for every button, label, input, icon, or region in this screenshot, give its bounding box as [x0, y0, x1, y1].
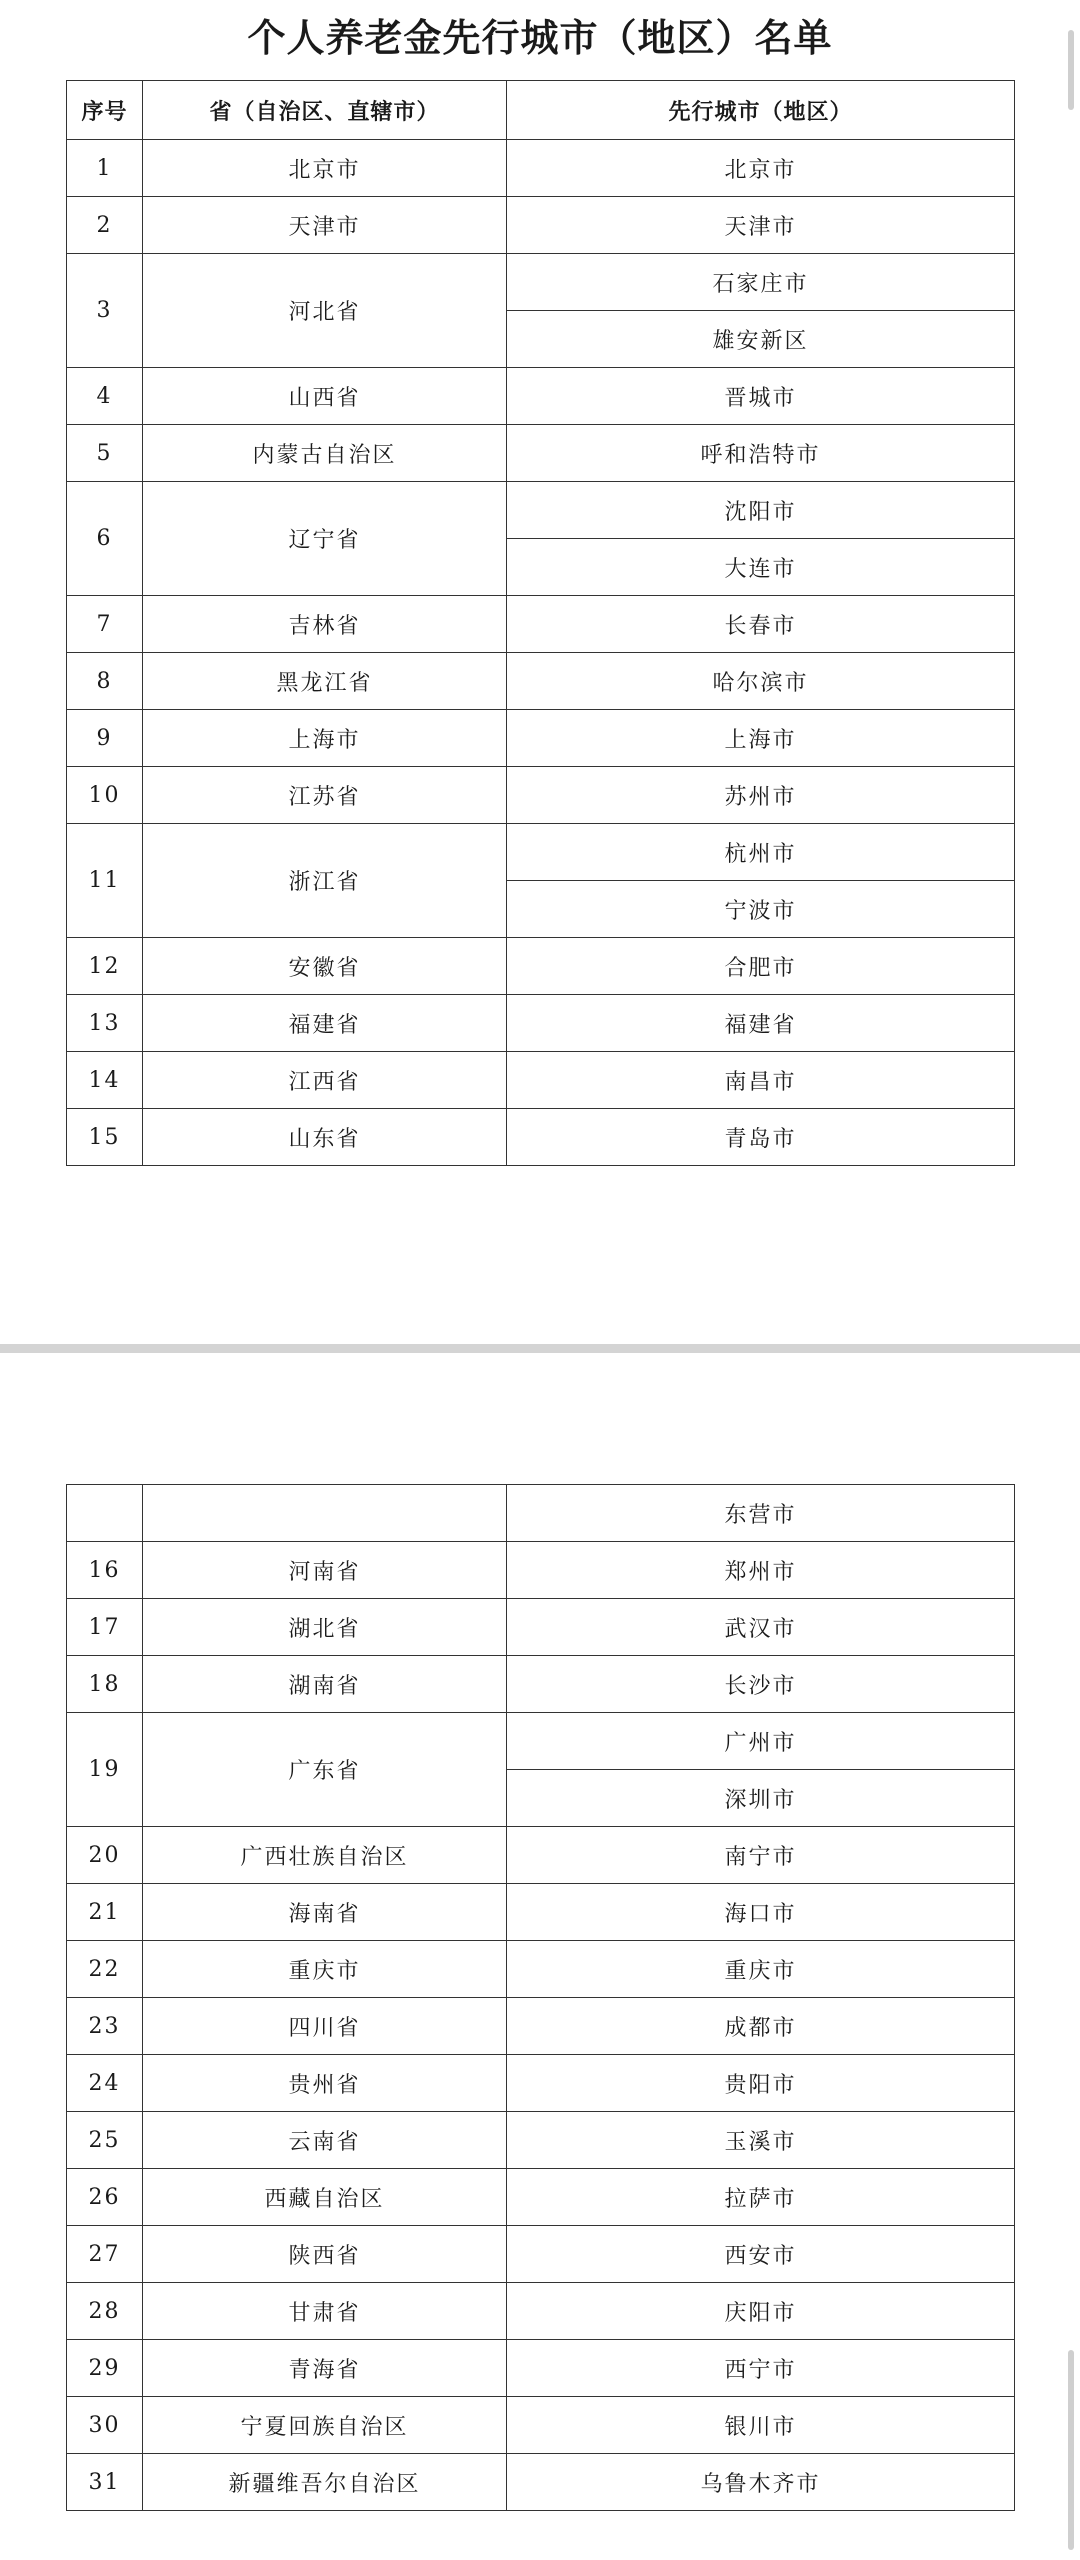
province-cell: 青海省: [143, 2340, 507, 2397]
city-table-page-1: [66, 80, 1015, 1166]
city-cell: 成都市: [507, 1998, 1015, 2055]
province-cell: 甘肃省: [143, 2283, 507, 2340]
province-cell: 广西壮族自治区: [143, 1827, 507, 1884]
table-row: [67, 1485, 1015, 1542]
city-cell: 西宁市: [507, 2340, 1015, 2397]
city-cell: 贵阳市: [507, 2055, 1015, 2112]
row-number: 8: [67, 653, 143, 710]
row-number: 9: [67, 710, 143, 767]
page-separator: [0, 1344, 1080, 1353]
city-cell: 沈阳市: [507, 482, 1015, 539]
city-cell: 福建省: [507, 995, 1015, 1052]
province-cell: 吉林省: [143, 596, 507, 653]
city-cell: 南昌市: [507, 1052, 1015, 1109]
table-row: [67, 1713, 1015, 1770]
row-number: 21: [67, 1884, 143, 1941]
row-number: 3: [67, 254, 143, 368]
table-row: [67, 2226, 1015, 2283]
city-cell: 北京市: [507, 140, 1015, 197]
row-number: 30: [67, 2397, 143, 2454]
row-number: 15: [67, 1109, 143, 1166]
province-cell: 河北省: [143, 254, 507, 368]
city-cell: 重庆市: [507, 1941, 1015, 1998]
row-number: 16: [67, 1542, 143, 1599]
row-number: 10: [67, 767, 143, 824]
city-cell: 大连市: [507, 539, 1015, 596]
city-cell: 长春市: [507, 596, 1015, 653]
row-number: 20: [67, 1827, 143, 1884]
table-row: [67, 1827, 1015, 1884]
province-cell: [143, 1485, 507, 1542]
province-cell: 山东省: [143, 1109, 507, 1166]
province-cell: 黑龙江省: [143, 653, 507, 710]
city-cell: 银川市: [507, 2397, 1015, 2454]
row-number: 31: [67, 2454, 143, 2511]
city-cell: 呼和浩特市: [507, 425, 1015, 482]
city-table-page-2: [66, 1484, 1015, 2511]
table-row: [67, 1542, 1015, 1599]
province-cell: 内蒙古自治区: [143, 425, 507, 482]
table-row: [67, 653, 1015, 710]
province-cell: 广东省: [143, 1713, 507, 1827]
province-cell: 江苏省: [143, 767, 507, 824]
province-cell: 云南省: [143, 2112, 507, 2169]
table-row: [67, 596, 1015, 653]
header-province: 省（自治区、直辖市）: [143, 81, 507, 140]
city-cell: 青岛市: [507, 1109, 1015, 1166]
table-body-page-2: [67, 1485, 1015, 2511]
city-cell: 杭州市: [507, 824, 1015, 881]
province-cell: 上海市: [143, 710, 507, 767]
province-cell: 福建省: [143, 995, 507, 1052]
table-row: [67, 1941, 1015, 1998]
row-number: 13: [67, 995, 143, 1052]
row-number: 29: [67, 2340, 143, 2397]
city-cell: 上海市: [507, 710, 1015, 767]
table-row: [67, 1599, 1015, 1656]
city-cell: 武汉市: [507, 1599, 1015, 1656]
city-cell: 晋城市: [507, 368, 1015, 425]
table-row: [67, 1884, 1015, 1941]
province-cell: 宁夏回族自治区: [143, 2397, 507, 2454]
city-cell: 庆阳市: [507, 2283, 1015, 2340]
province-cell: 贵州省: [143, 2055, 507, 2112]
province-cell: 湖北省: [143, 1599, 507, 1656]
city-cell: 西安市: [507, 2226, 1015, 2283]
row-number: 19: [67, 1713, 143, 1827]
table-row: [67, 2340, 1015, 2397]
city-cell: 玉溪市: [507, 2112, 1015, 2169]
city-cell: 长沙市: [507, 1656, 1015, 1713]
province-cell: 山西省: [143, 368, 507, 425]
table-row: [67, 482, 1015, 539]
city-cell: 郑州市: [507, 1542, 1015, 1599]
row-number: 6: [67, 482, 143, 596]
row-number: 23: [67, 1998, 143, 2055]
page-title: 个人养老金先行城市（地区）名单: [247, 15, 833, 60]
row-number: 25: [67, 2112, 143, 2169]
city-cell: 哈尔滨市: [507, 653, 1015, 710]
row-number: 26: [67, 2169, 143, 2226]
table-row: [67, 2112, 1015, 2169]
city-cell: 乌鲁木齐市: [507, 2454, 1015, 2511]
table-row: [67, 197, 1015, 254]
table-body-page-1: [67, 140, 1015, 1166]
row-number: 12: [67, 938, 143, 995]
city-cell: 拉萨市: [507, 2169, 1015, 2226]
city-cell: 苏州市: [507, 767, 1015, 824]
table-row: [67, 425, 1015, 482]
row-number: 22: [67, 1941, 143, 1998]
row-number: 2: [67, 197, 143, 254]
table-row: [67, 2454, 1015, 2511]
row-number: 4: [67, 368, 143, 425]
table-row: [67, 824, 1015, 881]
table-row: [67, 254, 1015, 311]
province-cell: 北京市: [143, 140, 507, 197]
row-number: 1: [67, 140, 143, 197]
city-cell: 合肥市: [507, 938, 1015, 995]
table-row: [67, 710, 1015, 767]
province-cell: 陕西省: [143, 2226, 507, 2283]
province-cell: 重庆市: [143, 1941, 507, 1998]
table-row: [67, 1998, 1015, 2055]
province-cell: 海南省: [143, 1884, 507, 1941]
row-number: 7: [67, 596, 143, 653]
city-cell: 广州市: [507, 1713, 1015, 1770]
province-cell: 江西省: [143, 1052, 507, 1109]
city-cell: 南宁市: [507, 1827, 1015, 1884]
city-cell: 海口市: [507, 1884, 1015, 1941]
row-number: 18: [67, 1656, 143, 1713]
header-no: 序号: [67, 81, 143, 140]
city-cell: 石家庄市: [507, 254, 1015, 311]
table-row: [67, 767, 1015, 824]
row-number: 17: [67, 1599, 143, 1656]
scrollbar-thumb-bottom[interactable]: [1068, 2350, 1074, 2550]
province-cell: 湖南省: [143, 1656, 507, 1713]
row-number: [67, 1485, 143, 1542]
table-row: [67, 368, 1015, 425]
city-cell: 天津市: [507, 197, 1015, 254]
table-row: [67, 2055, 1015, 2112]
province-cell: 河南省: [143, 1542, 507, 1599]
table-row: [67, 1109, 1015, 1166]
city-cell: 雄安新区: [507, 311, 1015, 368]
province-cell: 辽宁省: [143, 482, 507, 596]
city-cell: 宁波市: [507, 881, 1015, 938]
row-number: 11: [67, 824, 143, 938]
table-row: [67, 140, 1015, 197]
row-number: 24: [67, 2055, 143, 2112]
province-cell: 浙江省: [143, 824, 507, 938]
header-city: 先行城市（地区）: [507, 81, 1015, 140]
province-cell: 新疆维吾尔自治区: [143, 2454, 507, 2511]
province-cell: 西藏自治区: [143, 2169, 507, 2226]
row-number: 27: [67, 2226, 143, 2283]
table-row: [67, 995, 1015, 1052]
province-cell: 四川省: [143, 1998, 507, 2055]
scrollbar-thumb-top[interactable]: [1068, 30, 1074, 110]
province-cell: 天津市: [143, 197, 507, 254]
province-cell: 安徽省: [143, 938, 507, 995]
table-row: [67, 938, 1015, 995]
table-row: [67, 1656, 1015, 1713]
row-number: 14: [67, 1052, 143, 1109]
table-header-row: [67, 81, 1015, 140]
row-number: 5: [67, 425, 143, 482]
city-cell: 东营市: [507, 1485, 1015, 1542]
table-row: [67, 2397, 1015, 2454]
table-row: [67, 2283, 1015, 2340]
table-row: [67, 2169, 1015, 2226]
table-row: [67, 1052, 1015, 1109]
city-cell: 深圳市: [507, 1770, 1015, 1827]
row-number: 28: [67, 2283, 143, 2340]
